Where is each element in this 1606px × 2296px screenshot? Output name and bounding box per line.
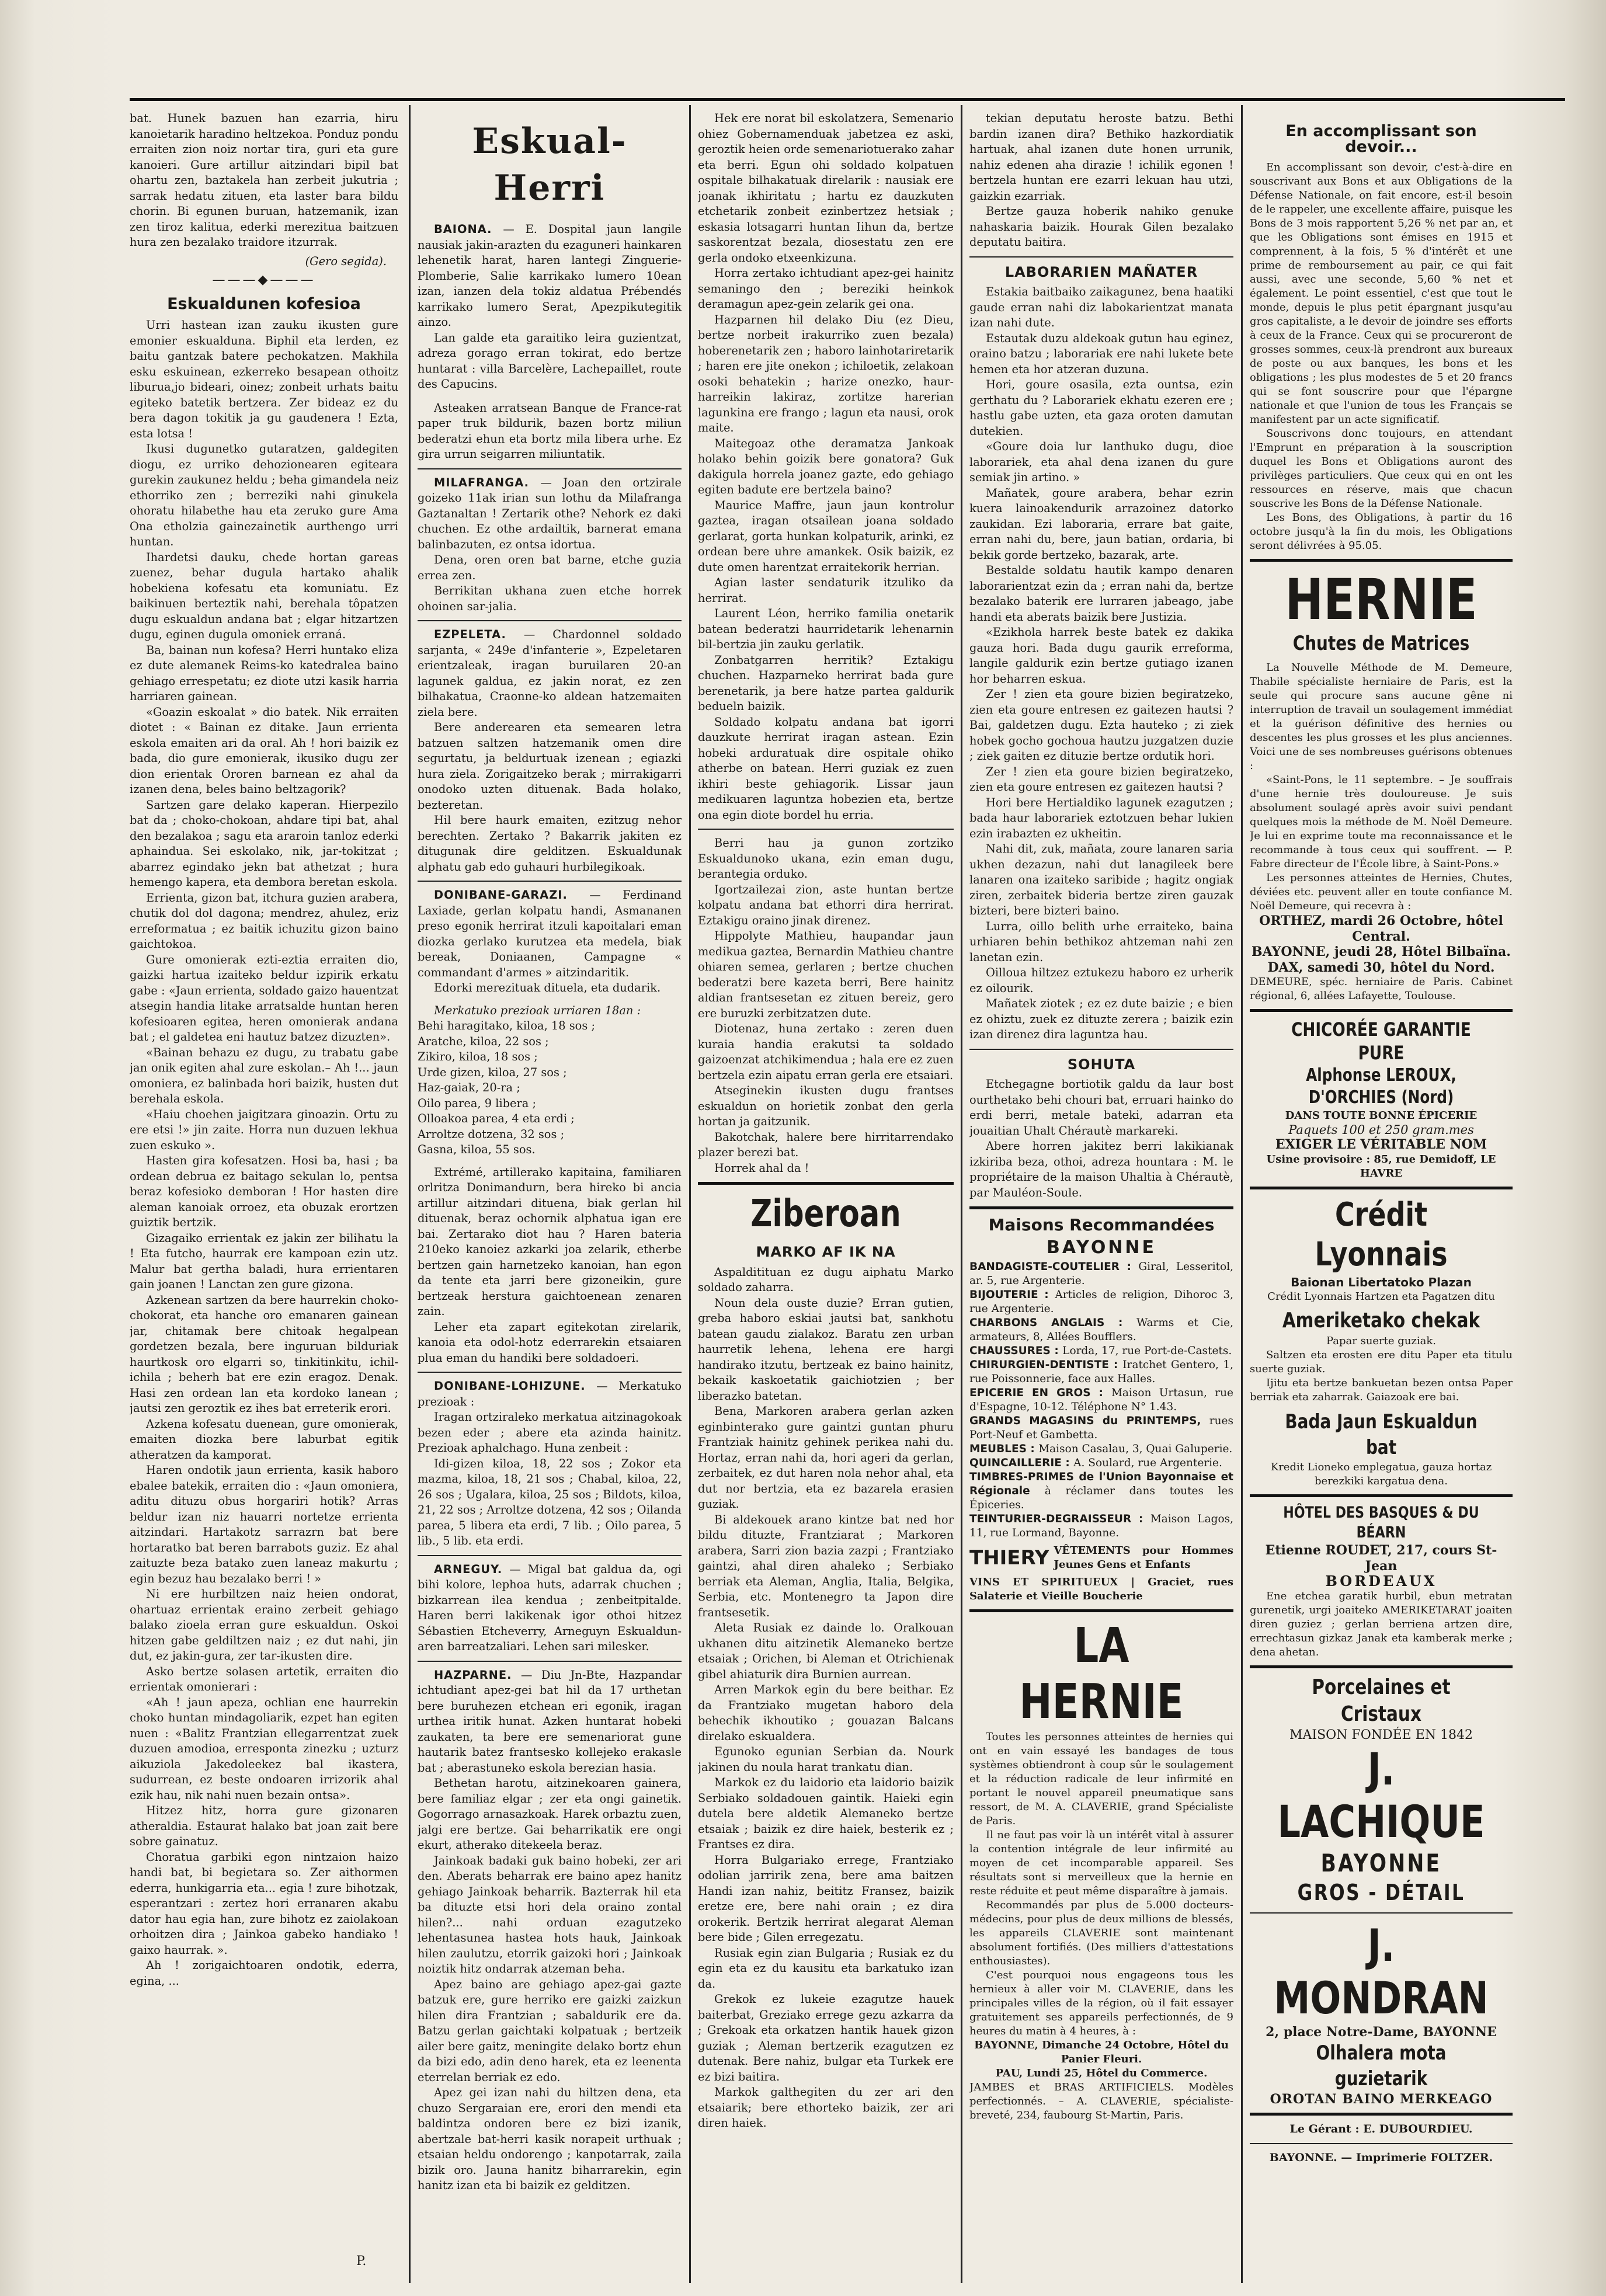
divider xyxy=(1250,1665,1513,1668)
news-text: Apez baino are gehiago apez-gai gazte batzuk ere, gure herriko ere gaizki zaizkun hilen dira Frantzian ; sabaldurik ere da. Batzu gerlan gaichtaki kolpatuak ; bertzeik ailer bere gaitz, meningite delako bortz ehun da bizi edo, adin deno harek, eta ez leenenta eterrelan berriak ez edo. xyxy=(418,1977,682,2084)
news-text: Leher eta zapart egitekotan zirelarik, kanoia eta odol-hotz ederrarekin etsaiaren plua eman du handiki bere soldadoeri. xyxy=(418,1320,682,1365)
hernie-location: BAYONNE, Dimanche 24 Octobre, Hôtel du Panier Fleuri. xyxy=(974,2039,1229,2065)
ad-text: DEMEURE, spéc. herniaire de Paris. Cabinet régional, 6, allées Lafayette, Toulouse. xyxy=(1250,976,1513,1002)
news-text: Mañatek ziotek ; ez ez dute baizie ; e bien ez ohiztu, zuek ez dituzte zerera ; baizik ezin izan direnez dira laguntza hau. xyxy=(969,997,1233,1041)
news-text: Dena, oren oren bat barne, etche guzia errea zen. xyxy=(418,553,682,582)
ad-title: En accomplissant son devoir... xyxy=(1285,122,1477,156)
paragraph: Maitegoaz othe deramatza Jankoak holako behin goizik bere gonatora? Guk dakigula horrela joanez gazte, edo gehiago egiten badute ere bertzela baino? xyxy=(698,436,954,496)
paragraph: Noun dela ouste duzie? Erran gutien, greba haboro eskiai jautsi bat, sankhotu batean gaudu zialakoz. Baratu zen urban haurretik lehena, lehena ere hargi handirako itzutu, bertzeak ez baino hainitz, bekaik kaskoetatik gaichiotzien ; ber liberazko batetan. xyxy=(698,1296,954,1403)
paragraph: Toutes les personnes atteintes de hernies qui ont en vain essayé les bandages de tous systèmes obtiendront à coup sûr le soulagement et la réduction radicale de leur infirmité en portant le nouvel appareil pneumatique sans ressort, de M. A. CLAVERIE, grand Spécialiste de Paris. xyxy=(969,1731,1233,1827)
hernie-title: HERNIE xyxy=(1285,567,1478,632)
paragraph: Il ne faut pas voir là un intérêt vital à assurer la contention intégrale de leur infirmité au moyen de cet incomparable appareil. Ses résultats sont si merveilleux que la hernie en reste réduite et peut même disparaître à jamais. xyxy=(969,1829,1233,1897)
article-body xyxy=(698,111,954,823)
paragraph: Ah ! zorigaichtoaren ondotik, ederra, egina, ... xyxy=(130,1958,398,1988)
paragraph: tekian deputatu heroste batzu. Bethi bardin izanen dira? Bethiko hazkordiatik hartuak, ahal izanen dute honen urrunik, nahiz edenen aha dirazie ! ichilik egonen ! bertzela huntan ere ezarri lekuan hau utzi, gaizkin ezarriak. xyxy=(969,112,1233,203)
shop-entry xyxy=(969,1386,1233,1414)
hotel-title: HÔTEL DES BASQUES & DU BÉARN xyxy=(1283,1504,1479,1542)
paragraph: Azkena kofesatu duenean, gure omonierak, emaiten diozka bere laburbat egitik atheratzen da kamporat. xyxy=(130,1417,398,1462)
divider xyxy=(1250,559,1513,562)
divider xyxy=(969,1609,1233,1612)
paragraph: «Haiu choehen jaigitzara ginoazin. Ortu zu ere etsi !» jin zaite. Horra nun duzuen lekhua zuen eskuko ». xyxy=(130,1107,398,1152)
paragraph: Ikusi dugunetko gutaratzen, galdegiten diogu, ez urriko dehozionearen egiteara gurekin zaukunez heldu ; beha gimandela neiz ethorriko zen ; berreziki nahi ginukela ohoratu hilabethe hau eta zeruko gure Ama Ona etholzia gainezainetik aurthengo urri huntan. xyxy=(130,442,398,548)
place-label: ARNEGUY. xyxy=(434,1562,503,1576)
news-text: Diotenaz, huna zertako : zeren duen kuraia handia erakutsi ta soldado gaizoenzat atchikimendua ; hala ere ez zuen bertzela ezin aipatu erran gerla ere etsaiari. xyxy=(698,1022,954,1082)
paragraph: Zer ! zien eta goure bizien begiratzeko, zien eta goure entresen ez gaitezen hautsi ? xyxy=(969,764,1233,794)
shop-entry xyxy=(969,1456,1233,1470)
paragraph: Bi aldekouek arano kintze bat ned hor bildu dituzte, Frantziarat ; Markoren arabera, Sarri zion bazia zazpi ; Frantziako gaintzi, ahal diren ahaleko ; Serbiako berriak eta Aleman, Anglia, Italia, Belgika, Serbia, etc. Montenegro ta Japon dire frantsesetik. xyxy=(698,1512,954,1619)
ad-text: Kredit Lioneko emplegatua, gauza hortaz berezkiki kargatua dena. xyxy=(1270,1461,1492,1487)
ad-text: EXIGER LE VÉRITABLE NOM xyxy=(1275,1137,1487,1152)
news-text: Iragan ortziraleko merkatua aitzinagokoak bezen eder ; abere eta azinda hainitz. Prezioak aphalchago. Huna zenbeit : xyxy=(418,1410,682,1455)
paragraph: Hori bere Hertialdiko lagunek ezagutzen ; bada haur laborariek eztotzuen behar lukien ezin irabazten ez ukheitin. xyxy=(969,795,1233,840)
paragraph: Asko bertze solasen artetik, erraiten dio errientak omonierari : xyxy=(130,1664,398,1693)
shop-category: CHAUSSURES : xyxy=(969,1345,1063,1357)
paragraph: Maurice Maffre, jaun jaun kontrolur gaztea, iragan otsailean joana soldado gerlarat, gorta hunkan kolpaturik, arinki, ez ordean bere uhre amankek. Osik baizik, ez dute omen harentzat erraitekorik herrian. xyxy=(698,498,954,574)
section-title: SOHUTA xyxy=(1067,1056,1136,1073)
news-text: Horrek ahal da ! xyxy=(714,1161,809,1175)
credit-lyonnais-title: Crédit Lyonnais xyxy=(1315,1195,1448,1274)
shop-entry xyxy=(969,1414,1233,1442)
article-body xyxy=(698,1265,954,2131)
shop-details: Lorda, 17, rue Port-de-Castets. xyxy=(1062,1345,1232,1357)
column-2 xyxy=(418,111,682,2260)
paragraph: Horra zertako ichtudiant apez-gei hainitz semaningo den ; bereziki heinkok deramagun apez-gein zelarik gei ona. xyxy=(698,266,954,311)
divider xyxy=(1250,2143,1513,2144)
price-item: Haz-gaiak, 20-ra ; xyxy=(418,1081,520,1094)
paragraph: Hori, goure osasila, ezta ountsa, ezin gerthatu du ? Laborariek ekhatu ezeren ere ; hastlu gabe uzten, eta gaza oroten damutan dutekien. xyxy=(969,378,1233,438)
divider xyxy=(418,1372,682,1373)
column-4 xyxy=(969,111,1233,2260)
shop-entry xyxy=(969,1344,1233,1358)
shop-category: CHARBONS ANGLAIS : xyxy=(969,1317,1137,1329)
paragraph: «Ezikhola harrek beste batek ez dakika gauza hori. Bada dugu gaurik erreforma, langile galdurik ezin bertze gutiago izanen hor beharren eskua. xyxy=(969,625,1233,686)
imprimerie: BAYONNE. — Imprimerie FOLTZER. xyxy=(1269,2151,1493,2164)
signature: (Gero segida). xyxy=(305,254,387,268)
news-text: — Ferdinand Laxiade, gerlan kolpatu handi, Asmananen preso egonik herrirat itzuli kapoitalari eman diozka gerlako kurutzea eta medela, biak bereak, Doniaanen, Campagne « commandant d'armes » aitzindaritik. xyxy=(418,888,682,979)
column-3 xyxy=(698,111,954,2260)
gerant: Le Gérant : E. DUBOURDIEU. xyxy=(1289,2123,1473,2135)
ornament: ———◆——— xyxy=(212,273,316,287)
price-item: Behi haragitako, kiloa, 18 sos ; xyxy=(418,1019,596,1032)
section-title: LABORARIEN MAÑATER xyxy=(1004,263,1198,280)
shop-category: BIJOUTERIE : xyxy=(969,1289,1055,1301)
hernie-footer: JAMBES et BRAS ARTIFICIELS. Modèles perfectionnés. – A. CLAVERIE, spécialiste-breveté, 234, faubourg St-Martin, Paris. xyxy=(969,2081,1233,2121)
shop-entry xyxy=(969,1512,1233,1540)
price-item: Oilo parea, 9 libera ; xyxy=(418,1096,537,1110)
news-text: Edorki merezituak dituela, eta dudarik. xyxy=(434,981,661,994)
column-rule xyxy=(961,105,962,2283)
ad-title: Maisons Recommandées xyxy=(988,1215,1215,1234)
hernie-location: ORTHEZ, mardi 26 Octobre, hôtel Central. xyxy=(1259,913,1503,944)
shop-category: EPICERIE EN GROS : xyxy=(969,1387,1111,1399)
news-text: Asteaken arratsean Banque de France-rat paper truk bildurik, bazen bortz miliun bederatzi ehun eta bortz mila libera urhe. Ez gira urrun seigarren miliuntatik. xyxy=(418,401,682,461)
paragraph: Gure omonierak ezti-eztia erraiten dio, gaizki hartua izaiteko beldur izpirik erkatu gabe : «Jaun errienta, soldado gaizo hauentzat atsegin handia litake arratsalde huntan heren kofesioaren egitea, heren omonierak andana bat ; el galdetea eni hautuz batzez dizuzten». xyxy=(130,952,398,1043)
news-text: Etchegagne bortiotik galdu da laur bost ourthetako behi chouri bat, erruari hainko do erdi berri, metale bateki, adarran eta jouaitian Uhalt Chérautè markareki. xyxy=(969,1077,1233,1137)
paragraph: Mañatek, goure arabera, behar ezrin kuera lainoakendurik arrazoinez datorko zaukidan. Ezi laboraria, errare bat gaite, erran nahi du, bere, jaun batian, ordaria, bi bekik gorde bertzeko, bazarak, arte. xyxy=(969,486,1233,562)
price-item: Zikiro, kiloa, 18 sos ; xyxy=(418,1050,538,1063)
news-text: — Diu Jn-Bte, Hazpandar ichtudiant apez-gei bat hil da 17 urthetan bere buruhezen etchean eri egonik, iragan urthea iritik hunat. Azken huntarat hobeki zaukaten, ta bere ere semenariorat gune hautarik batez frantsesko kollejeko erakasle bat ; aberastuneko eskola berezian hasia. xyxy=(418,1668,682,1775)
news-text: — Chardonnel soldado sarjanta, « 249e d'infanterie », Ezpeletaren erientzaleak, iragan buruilaren 20-an lagunek galdua, ez jakin norat, ez zen bilhakatua, Craonne-ko aldean hatzemaiten ziela bere. xyxy=(418,628,682,719)
news-text: Hil bere haurk emaiten, ezitzug nehor berechten. Zertako ? Bakarrik jakiten ez ditugunak dire gelditzen. Eskualdunak alphatu gab edo guhauri hurbilegikoak. xyxy=(418,813,682,874)
ad-text: Les Bons, des Obligations, à partir du 16 octobre jusqu'à la fin du mois, les Obligations seront délivrées à 95.05. xyxy=(1250,512,1513,552)
paragraph: Oilloua hiltzez eztukezu haboro ez urherik ez oilourik. xyxy=(969,966,1233,995)
news-text: — Joan den ortzirale goizeko 11ak irian sun lothu da Milafranga Gaztanaltan ! Zertarik othe? Nehork ez daki chuchen. Ez othe ardailtik, barnerat emana balinbazuten, ez ontsa idortua. xyxy=(418,475,682,551)
paragraph: Hazparnen hil delako Diu (ez Dieu, bertze norbeit irakurriko zuen bezala) hoberenetarik zen ; haboro lainhotariretarik ; haren ere jite onekon ; ichiloetik, zelakoan osoki behatekin ; harize onezko, haur-harreikin lakiraz, zortitze harerian lagunkina ere frango ; lagun eta nausi, orok maite. xyxy=(698,312,954,434)
ad-text: Etienne ROUDET, 217, cours St-Jean xyxy=(1265,1543,1497,1574)
article-body xyxy=(969,111,1233,251)
paragraph: Recommandés par plus de 5.000 docteurs-médecins, pour plus de deux millions de blessés, les appareils CLAVERIE sont maintenant absolument fortifiés. (Des milliers d'attestations enthousiastes). xyxy=(969,1899,1233,1967)
news-text: Extrémé, artillerako kapitaina, familiaren orlritza Donimandurn, bera hireko bi ancia artillur aitzindari dituena, biak gerlan hil dituenak, beraz ochornik alphatua igan ere bai. Zertarako diot hau ? Haren bateria 210eko kanoiez azkarki joa zelarik, etherbe bertzen gain harnetzeko kanoian, han egon da tente eta jarri bere gizoneikin, gure bertzeak herstura gaichtoenean zenaren zain. xyxy=(418,1165,682,1318)
shop-details: rues Port-Neuf et Gambetta. xyxy=(969,1415,1233,1441)
amerike-title: Ameriketako chekak xyxy=(1282,1309,1480,1333)
column-1 xyxy=(130,111,398,2260)
ad-text: Paquets 100 et 250 gram.mes xyxy=(1288,1123,1474,1137)
shop-details: Maison Urtasun, rue d'Espagne, 10-12. Téléphone N° 1.43. xyxy=(969,1387,1233,1413)
column-rule xyxy=(689,105,691,2283)
shop-details: Warms et Cie, armateurs, 8, Allées Boufflers. xyxy=(969,1317,1233,1343)
ad-text: Ijitu eta bertze bankuetan bezen ontsa Paper berriak eta zaharrak. Gaiazoak ere bai. xyxy=(1250,1377,1513,1403)
divider xyxy=(1250,1494,1513,1497)
shop-category: CHIRURGIEN-DENTISTE : xyxy=(969,1359,1123,1371)
news-text: Jainkoak badaki guk baino hobeki, zer ari den. Aberats beharrak ere baino apez hanitz gehiago Jainkoak beharrik. Bazterrak hil eta ba dituzte etsi hori dela oraino zontal hilen?... nahi orduan ezagutzeko lehentasunea hastea hots hauk, Jainkoak hilen zaulutzu, etorrik gaizoki hori ; Jainkoak noiztik hitz ondarrak atzeman beha. xyxy=(418,1853,682,1975)
market-prices xyxy=(418,1003,682,1158)
news-text: — Merkatuko prezioak : xyxy=(418,1379,682,1408)
thiery-ad xyxy=(969,1544,1233,1572)
shop-details: A. Soulard, rue Argenterie. xyxy=(1073,1457,1222,1469)
shop-category: TEINTURIER-DEGRAISSEUR : xyxy=(969,1513,1150,1525)
ad-text: 2, place Notre-Dame, BAYONNE xyxy=(1266,2024,1497,2040)
divider xyxy=(969,1206,1233,1209)
place-label: HAZPARNE. xyxy=(434,1668,512,1682)
hernie-subtitle: Chutes de Matrices xyxy=(1292,632,1470,655)
ad-text: OROTAN BAINO MERKEAGO xyxy=(1270,2091,1493,2107)
divider xyxy=(418,468,682,469)
ad-text: Baionan Libertatoko Plazan xyxy=(1291,1275,1472,1289)
shop-category: TIMBRES-PRIMES de l'Union Bayonnaise et Régionale xyxy=(969,1471,1233,1497)
ad-text: Usine provisoire : 85, rue Demidoff, LE HAVRE xyxy=(1266,1153,1496,1180)
ad-text: BORDEAUX xyxy=(1325,1573,1437,1589)
place-label: DONIBANE-LOHIZUNE. xyxy=(434,1379,586,1393)
place-label: EZPELETA. xyxy=(434,628,506,641)
article-body xyxy=(130,318,398,1989)
prices-title: Merkatuko prezioak urriaren 18an : xyxy=(434,1003,641,1017)
ad-city: BAYONNE xyxy=(1046,1237,1157,1258)
divider xyxy=(698,829,954,830)
ad-text: En accomplissant son devoir, c'est-à-dire en souscrivant aux Bons et aux Obligations de la Défense Nationale, on fait encore, est-il besoin de le rappeler, une excellente affaire, puisque les Bons de 3 mois rapportent 5,26 % net par an, et que les Obligations sont émises en 1915 et comprennent, à la fois, 5 % d'intérêt et une prime de remboursement au pair, ce qui fait aussi, avec une seconde, 5,60 % net et également. Le point essentiel, c'est que tout le monde, depuis le plus petit épargnant jusqu'au gros capitaliste, a le devoir de joindre ses efforts à ceux de la France. Ceux qui se procureront de grosses sommes, ceux-là prendront aux bureaux de poste ou aux banques, les bons et les obligations ; les plus modestes de 5 et 20 francs qui se font souscrire pour que l'épargne nationale et que l'union de tous les Français se manifestent par un acte significatif. xyxy=(1250,161,1513,426)
la-hernie-title: LA HERNIE xyxy=(1019,1618,1184,1730)
place-label: DONIBANE-GARAZI. xyxy=(434,888,568,902)
paragraph: Aspalditituan ez dugu aiphatu Marko soldado zaharra. xyxy=(698,1265,954,1294)
divider xyxy=(418,881,682,882)
price-item: Arroltze dotzena, 32 sos ; xyxy=(418,1127,565,1141)
paragraph: Estautak duzu aldekoak gutun hau eginez, oraino batzu ; laborariak ere nahi lukete bete hemen eta hor atzeran duzuna. xyxy=(969,331,1233,376)
paragraph: Aleta Rusiak ez dainde lo. Oralkouan ukhanen ditu aitzinetik Alemaneko bertze etsaiak ; Orichen, bi Aleman et Otrichienak gibel ahiaturik dira Burnien aurrean. xyxy=(698,1621,954,1681)
olhalera: Olhalera mota guzietarik xyxy=(1316,2041,1447,2090)
paragraph: Haren ondotik jaun errienta, kasik haboro ebalee batekik, erraiten dio : «Jaun omoniera, aditu dituzu obus horgariri hotik? Arras beldur izan niz hauarri nortetze errienta aitzindari. Hartakotz sarrazrn bat bere hortaratko bat beren barrabots guziz. Ez ahal zaituzte beza batako zuen laneaz makurtu ; egin bezuz hau bezalako berri ! » xyxy=(130,1463,398,1585)
shop-details: Maison Lagos, 11, rue Lormand, Bayonne. xyxy=(969,1513,1233,1539)
price-item: Aratche, kiloa, 22 sos ; xyxy=(418,1034,549,1048)
page-footer-mark: P. xyxy=(356,2254,367,2269)
news-text: — E. Dospital jaun langile nausiak jakin-arazten du ezaguneri hainkaren lehenetik harat, haren lantegi Zinguerie-Plomberie, Salie karrikako lumero 10ean izan, ianzen dela tokiz aldatua Prébendés karrikako lumero Serat, Apezpikutegitik ainzo. xyxy=(418,222,682,329)
paragraph: Choratua garbiki egon nintzaion haizo handi bat, bi begietara so. Zer aithormen ederra, hunkigarria eta... egia ! zure bihotzak, esperantzari : zertez hori erranaren akabu dator hau egia han, zure bihotz ez zaiolakoan orhoitzen dira ; Jainkoa gabeko handiako ! gaixo haurrak. ». xyxy=(130,1850,398,1957)
paragraph: Arren Markok egin du bere beithar. Ez da Frantziako mugetan haboro dela behechik ikhoutiko ; gouazan Balcans direlako eskualdera. xyxy=(698,1683,954,1743)
chicoree-brand: Alphonse LEROUX, D'ORCHIES (Nord) xyxy=(1306,1065,1456,1108)
shop-category: QUINCAILLERIE : xyxy=(969,1457,1074,1469)
masthead-eskual-herri: Eskual-Herri xyxy=(472,121,627,208)
paragraph: Zer ! zien eta goure bizien begiratzeko, zien eta goure entresen ez gaitezen hautsi ? Bai, galdetzen dugu. Ezta hauteko ; zi ziek hobek gocho gochoua hautzu juzgatzen duzie ; ziek gaiten ez dituzie bertze ordutik hori. xyxy=(969,687,1233,763)
news-text: Abere horren jakitez berri lakikianak izkiriba beza, othoi, adreza hountara : M. le propriétaire de la maison Uhaltia à Chérautè, par Mauléon-Soule. xyxy=(969,1139,1233,1199)
paragraph: Ihardetsi dauku, chede hortan gareas zuenez, behar dugula hartako ahalik hobekiena kofesatu eta komuniatu. Ez baikinuen berteztik nahi, berehala tôpatzen dugu eskualdun andana bat ; elgar hitzartzen dugu, eginen dugula omoniek erraná. xyxy=(130,550,398,641)
ad-text: Crédit Lyonnais Hartzen eta Pagatzen ditu xyxy=(1267,1290,1495,1303)
divider xyxy=(1250,1912,1513,1914)
shop-category: GRANDS MAGASINS du PRINTEMPS, xyxy=(969,1415,1209,1427)
shop-details: Giral, Lesseritol, ar. 5, rue Argenterie. xyxy=(969,1261,1233,1287)
divider xyxy=(418,1555,682,1556)
news-text: Bethetan harotu, aitzinekoaren gainera, bere familiaz elgar ; zer eta ongi gainetik. Gogorrago arnasazkoak. Harek orbaztu zuen, jalgi ere bertze. Gai beharrikatik ere ongi ekurt, atherako ditekeela beraz. xyxy=(418,1776,682,1852)
divider xyxy=(1250,2113,1513,2116)
price-item: Gasna, kiloa, 55 sos. xyxy=(418,1143,536,1156)
paragraph: C'est pourquoi nous engageons tous les hernieux à aller voir M. CLAVERIE, dans les principales villes de la région, où il fait essayer gratuitement ses appareils perfectionnés, de 9 heures du matin à 4 heures, à : xyxy=(969,1969,1233,2037)
paragraph: Markok galthegiten du zer ari den etsaiarik; bere ethorteko baizik, zer ari diren haiek. xyxy=(698,2085,954,2130)
lachique-gros: GROS - DÉTAIL xyxy=(1297,1880,1465,1905)
divider xyxy=(969,256,1233,258)
column-rule xyxy=(1241,105,1243,2283)
paragraph: Hek ere norat bil eskolatzera, Semenario ohiez Gobernamenduak jabetzea ez aski, geroztik heien orde semenariotuerako zahar eta berri. Egun ohi soldado kolpatuen ospitale bilhakatuak direlarik : nausiak ere joanak ikhiritatu ; hartu ez dauzkuten etchetarik zonbeit ezinbertzez hetsiak ; eskasia lotsagarri huntan Iihun da, bertze saskorentzat bezala, diosestatu zen ere gerla ondoko etxeenkizuna. xyxy=(698,112,954,265)
shop-entry xyxy=(969,1358,1233,1386)
lachique-name: J. LACHIQUE xyxy=(1277,1743,1485,1848)
paragraph: Ni ere hurbiltzen naiz heien ondorat, ohartuaz errientak eraino zerbeit gehiago balako zioela erran gure eskualdun. Oskoi hitzen gabe geldiltzen naiz ; ez dut nahi, jin dut, ez jakin-gura, zer tar-ikusten dire. xyxy=(130,1587,398,1662)
shop-entry xyxy=(969,1470,1233,1512)
news-text: Berrikitan ukhana zuen etche horrek ohoinen sar-jalia. xyxy=(418,584,682,613)
column-rule xyxy=(409,105,411,2283)
news-text: Lan galde eta garaitiko leira guzientzat, adreza gorago erran tokirat, edo bertze huntarat : villa Barcelère, Lachepaillet, route des Capucins. xyxy=(418,331,682,391)
porcelaines-title: Porcelaines et Cristaux xyxy=(1312,1675,1451,1726)
eskualdun-title: Bada Jaun Eskualdun bat xyxy=(1285,1410,1478,1459)
paragraph: Sartzen gare delako kaperan. Hierpezilo bat da ; choko-chokoan, ahdare tipi bat, ahal den bezalakoa ; sagu eta araroin tanloz ederki aphaindua. Sei eskolako, nik, jar-tokitzat ; abarrez egindako jekn bat athetzat ; hura hemengo kapera, eta dembora beretan eskola. xyxy=(130,798,398,889)
news-text: Berri hau ja gunon zortziko Eskualdunoko ukana, ezin eman dugu, berantegia orduko. xyxy=(698,836,954,881)
paragraph: Soldado kolpatu andana bat igorri dauzkute herrirat iragan astean. Ezin hobeki arduratuak dire ospitale ohiko atherbe on batean. Herri guziak ez zuen ikhiri beste gehiagorik. Lissar jaun medikuaren laguntza hobezien eta, bertze ona egin diote bordel hu erria. xyxy=(698,715,954,822)
paragraph: Azkenean sartzen da bere haurrekin choko-chokorat, eta hanche oro emanaren gainean jar, chitamak bere chitoak hegalpean gordetzen bezala, bere inguruan bilduriak haurtkosk oro elgarri so, tinkitinkitu, ichil-ichila ; beherh bat ere ezin eragoz. Denak. Hasi zen ordean lan eta kordoko lanean ; jautsi zen geroztik ez ihes bat erreterik erori. xyxy=(130,1293,398,1415)
paragraph: Markok ez du laidorio eta laidorio baizik Serbiako soldadouen gaintik. Haieki egin dutela bere aldetik Alemaneko bertze etsaiak ; baizik ez dire haiek, besterik ez ; Frantses ez dira. xyxy=(698,1776,954,1851)
paragraph: Bertze gauza hoberik nahiko genuke nahaskaria baizik. Hourak Gilen bezalako deputatu baitira. xyxy=(969,204,1233,249)
price-item: Urde gizen, kiloa, 27 sos ; xyxy=(418,1065,567,1079)
ad-text: Ene etchea garatik hurbil, ebun metratan gurenetik, urgi joaiteko AMERIKETARAT joaiten diren guziez ; gerlan berriena artzen dire, errechtasun gizkaz Janak eta kamberak merke ; dena ahetan. xyxy=(1250,1589,1513,1658)
shop-category: MEUBLES : xyxy=(969,1443,1039,1455)
paragraph: «Ah ! jaun apeza, ochlian ene haurrekin choko huntan mindagoliarik, ezpet han egiten nuen : «Balitz Frantzian ellegarrentzat zuek duzuen amodioa, erresponta zinezku ; uzturz aikuziola Jakedoleekez bal ikastera, sudurrean, ez beste ondoaren irrizorik ahal ezik hau, nik nahi nuen bezain ontsa». xyxy=(130,1695,398,1802)
paragraph: Estakia baitbaiko zaikagunez, bena haatiki gaude erran nahi diz labokarientzat manata izan nahi dute. xyxy=(969,285,1233,329)
shop-entry xyxy=(969,1288,1233,1316)
paragraph: Errienta, gizon bat, itchura guzien arabera, chutik dol dol dagona; mendrez, ahulez, eriz erreformatua ; ez baitik ichuzitu gizon baino gaichtokoa. xyxy=(130,890,398,951)
shop-details: Articles de religion, Dihoroc 3, rue Argenterie. xyxy=(969,1289,1233,1315)
ad-text: Papar suerte guziak. xyxy=(1326,1335,1437,1347)
place-label: BAIONA. xyxy=(434,222,492,236)
ad-text: MAISON FONDÉE EN 1842 xyxy=(1289,1727,1473,1742)
divider xyxy=(698,1182,954,1185)
paragraph: «Goazin eskoalat » dio batek. Nik erraiten diotet : « Bainan ez ditake. Jaun errienta eskola emaiten ari da oral. Ah ! hori baizik ez bada, dio gure emonierak, ikusiko dugu zer dion erientak Ororen barnean ez ahal da izanen dena, beles baino beltzagorik? xyxy=(130,705,398,796)
news-text: Idi-gizen kiloa, 18, 22 sos ; Zokor eta mazma, kiloa, 18, 21 sos ; Chabal, kiloa, 22, 26 sos ; Ugalara, kiloa, 25 sos ; Bildots, kiloa, 21, 22 sos ; Arroltze dotzena, 42 sos ; Oilanda parea, 5 libera eta erdi, 7 lib. ; Oilo parea, 5 lib., 5 lib. eta erdi. xyxy=(418,1456,682,1547)
mondran-name: J. MONDRAN xyxy=(1274,1919,1489,2024)
thiery-text: VINS ET SPIRITUEUX | Graciet, rues Salaterie et Vieille Boucherie xyxy=(969,1576,1233,1602)
shop-details: Iratchet Gentero, 1, rue Poissonnerie, face aux Halles. xyxy=(969,1359,1233,1385)
hernie-location: PAU, Lundi 25, Hôtel du Commerce. xyxy=(995,2067,1208,2079)
article-body xyxy=(969,284,1233,996)
masthead-ziberoan: Ziberoan xyxy=(750,1192,901,1236)
lachique-city: BAYONNE xyxy=(1320,1849,1442,1877)
news-text: Hippolyte Mathieu, haupandar jaun medikua gaztea, Bernardin Mathieu chantre ohiaren semea, gerlaren ; bertze chuchen bederatzi bere kazeta berri, Bere hainitz aldian frantsesetan ez zituen bereiz, gero ere buruzki zerbitzatzen dute. xyxy=(698,929,954,1020)
hernie-ad-text xyxy=(969,1730,1233,2038)
news-text: — Migal bat galdua da, ogi bihi kolore, lephoa huts, adarrak chuchen ; bizkarrean ilea kendua ; zenbeitpitalde. Haren berri lakikenak igor othoi hitzez Sébastien Etcheverry, Arneguyn Eskualdun-aren barreatzaliari. Lehen sari milesker. xyxy=(418,1562,682,1653)
news-text: Bakotchak, halere bere hirritarrendako plazer berezi bat. xyxy=(698,1130,954,1159)
paragraph: Lurra, oillo belith urhe erraiteko, baina urhiaren behin bethikoz ahtzeman nahi zen lanetan ezin. xyxy=(969,919,1233,964)
paragraph: «Bainan behazu ez dugu, zu trabatu gabe jan onik egiten ahal zure eskolan.– Ah !... jaun omoniera, ez balinbada hori baizik, husten dut berehala eskola. xyxy=(130,1045,398,1105)
divider xyxy=(1250,1187,1513,1189)
paragraph: Bestalde soldatu hautik kampo denaren laborarientzat ezin da ; erran nahi da, bertze bezalako baterik ere lurraren jabeago, jabe handi eta aberats baizik bere Justizia. xyxy=(969,563,1233,624)
paragraph: Zonbatgarren herritik? Eztakigu chuchen. Hazparneko herrirat bada gure berenetarik, ja bere hatze partea galdurik bedueln baizik. xyxy=(698,653,954,713)
shop-details: à réclamer dans toutes les Épiceries. xyxy=(969,1485,1233,1511)
paragraph: Horra Bulgariako errege, Frantziako odolian jarririk zena, bere ama baitzen Handi izan nahiz, beititz Fransez, baizik eretze ere, bere nahi orain ; ez dira orokerik. Bertzik herrirat alegarat Aleman bere bide ; Gilen erregezatu. xyxy=(698,1853,954,1944)
top-rule xyxy=(130,98,1565,101)
paragraph: Egunoko egunian Serbian da. Nourk jakinen du noula harat trankatu dian. xyxy=(698,1745,954,1774)
article-title: Eskualdunen kofesioa xyxy=(167,294,361,313)
news-text: Bere anderearen eta semearen letra batzuen saltzen hatzemanik omen dire segurtatu, ja beldurtuak izenean ; egiazki hura ziela. Zorigaitzeko berak ; mirrakigarri onodoko uzten dituenak. Bada holako, bezteretan. xyxy=(418,721,682,812)
ad-text: DANS TOUTE BONNE ÉPICERIE xyxy=(1285,1109,1478,1122)
paragraph: Nahi dit, zuk, mañata, zoure lanaren saria ukhen dezazun, nahi dut lanagileek bere lanaren ona izaiteko saribide ; hagitz ongiak ziren, zerbaitek bideria bertze ziren gauzak bizteri, bere bizteri baino. xyxy=(969,842,1233,917)
shop-details: Maison Casalau, 3, Quai Galuperie. xyxy=(1038,1443,1233,1455)
news-text: Apez gei izan nahi du hiltzen dena, eta chuzo Sergaraian ere, erori den mendi eta baldintza ondoren bere ez bizi izanik, abertzale bat-herri kasik norapeit urthuak ; etsaian heldu ondorengo ; kanpotarrak, zaila bizik oro. Jauna hanitz biharrarekin, egin hanitz izan eta bi baizik ez gelditzen. xyxy=(418,2086,682,2192)
ad-text: «Saint-Pons, le 11 septembre. – Je souffrais d'une hernie très douloureuse. Je suis absolument soulagé après avoir suivi pendant quelques mois la méthode de M. Noël Demeure. Je lui en exprime toute ma reconnaissance et le recommande à tous ceux qui souffrent. — P. Fabre directeur de l'École libre, à Saint-Pons.» xyxy=(1250,774,1513,870)
ad-text: Souscrivons donc toujours, en attendant l'Emprunt en préparation à la souscription duquel les Bons et Obligations auront des privilèges particuliers. Que ceux qui en ont les ressources en réserve, mais que chacun souscrive les Bons de la Défense Nationale. xyxy=(1250,427,1513,510)
thiery-name: THIERY xyxy=(969,1546,1049,1570)
price-list xyxy=(418,1018,682,1158)
news-text: Atseginekin ikusten dugu frantses eskualdun on horietik zonbat den gerla hortan ja gaitzunik. xyxy=(698,1084,954,1128)
article-intro: bat. Hunek bazuen han ezarria, hiru kanoietarik haradino heltzekoa. Ponduz pondu erraiten zion noiz nortar tira, guri eta gure kanoieri. Gure artillur aitzindari bipil bat ohartu zen, baztakela han zerbeit jukutria ; sarrak hedatu zituen, eta laster bara bildu chorin. Bi egunen buruan, hatzemanik, izan zen tiroz kalitua, ederki merezitua baitzuen hura zen bezalako traidore itzurrak. xyxy=(130,112,398,249)
divider xyxy=(418,1661,682,1662)
price-item: Olloakoa parea, 4 eta erdi ; xyxy=(418,1112,575,1125)
paragraph: Rusiak egin zian Bulgaria ; Rusiak ez du egin eta ez du kausitu eta barkatuko izan da. xyxy=(698,1946,954,1991)
place-label: MILAFRANGA. xyxy=(434,475,529,489)
chicoree-title: CHICORÉE GARANTIE PURE xyxy=(1291,1018,1471,1064)
ad-text: La Nouvelle Méthode de M. Demeure, Thabile spécialiste herniaire de Paris, est la seule qui procure sans aucune gêne ni interruption de travail un soulagement immédiat et la guérison définitive des hernies ou descentes les plus grosses et les plus anciennes. Voici une de ses nombreuses guérisons obtenues : xyxy=(1250,662,1513,772)
recommended-shops-list xyxy=(969,1260,1233,1540)
shop-entry xyxy=(969,1316,1233,1344)
paragraph: «Goure doia lur lanthuko dugu, dioe laborariek, eta ahal dena izanen du gure semiak jin artino. » xyxy=(969,440,1233,484)
shop-entry xyxy=(969,1260,1233,1288)
news-text: Igortzailezai zion, aste huntan bertze kolpatu andana bat ethorri dira herrirat. Eztakigu oraino jinak direnez. xyxy=(698,882,954,927)
thiery-text: VÊTEMENTS pour Hommes Jeunes Gens et Enfants xyxy=(1054,1544,1233,1571)
section-title: MARKO AF IK NA xyxy=(756,1244,896,1260)
paragraph: Bena, Markoren arabera gerlan azken eginbinterako gure gaintzi guntan phuru Frantziak hainitz gehinek perikea nahi du. Hortaz, erran nahi da, hori ageri da gerlan, zerbaitek, ez dut haren nola nehor ahal, eta dut nor bertzia, eta ez bazarela erasien guziak. xyxy=(698,1404,954,1511)
paragraph: Gizagaiko errientak ez jakin zer bilihatu la ! Eta futcho, haurrak ere kampoan ezin utz. Malur bat gertha baladi, hura errientaren gain joanen ! Lanctan zen gure gizona. xyxy=(130,1231,398,1291)
paragraph: Ba, bainan nun kofesa? Herri huntako eliza ez dute alemanek Reims-ko katedralea baino gehiago errespetatu; ez diote utzi kasik harria harriaren gainean. xyxy=(130,643,398,703)
column-5 xyxy=(1250,111,1513,2260)
hernie-location: DAX, samedi 30, hôtel du Nord. xyxy=(1267,959,1495,975)
divider xyxy=(969,1049,1233,1050)
shop-entry xyxy=(969,1442,1233,1456)
paragraph: Agian laster sendaturik itzuliko da herrirat. xyxy=(698,576,954,605)
divider xyxy=(418,620,682,621)
paragraph: Urri hastean izan zauku ikusten gure emonier eskualduna. Biphil eta lerden, ez baitu gantzak batere pechokatzen. Makhila esku eskuinean, ezkerreko besapean othoitz liburua,jo bideari, oinez; zonbeit urhats baitu egiteko batetik bertzera. Zer bideaz ez du bera dagon tokitik ja gu gaudenera ! Ezta, esta lotsa ! xyxy=(130,318,398,440)
shop-category: BANDAGISTE-COUTELIER : xyxy=(969,1261,1139,1273)
divider xyxy=(1250,1009,1513,1012)
ad-text: Les personnes atteintes de Hernies, Chutes, déviées etc. peuvent aller en toute confiance M. Noël Demeure, qui recevra à : xyxy=(1250,872,1513,912)
hernie-location: BAYONNE, jeudi 28, Hôtel Bilbaïna. xyxy=(1252,944,1511,959)
ad-text: Saltzen eta erosten ere ditu Paper eta titulu suerte guziak. xyxy=(1250,1349,1513,1375)
paragraph: Hitzez hitz, horra gure gizonaren atheraldia. Estaurat halako bat joan zait bere sobre gainatuz. xyxy=(130,1804,398,1848)
paragraph: Hasten gira kofesatzen. Hosi ba, hasi ; ba ordean debrua ez baitago sekulan lo, pentsa beraz kofesioko demboran ! Hor hasten dire aleman kanoiak orroez, eta obuzak erortzen guiztik bertzik. xyxy=(130,1154,398,1229)
paragraph: Laurent Léon, herriko familia onetarik batean bederatzi haurridetarik lehenarnin bil-bertzia jin zauku gerlatik. xyxy=(698,607,954,651)
paragraph: Grekok ez lukeie ezagutze hauek baiterbat, Greziako errege gezu azkarra da ; Grekoak eta orkatzen hantik hauek gizon guziak ; Aleman bertzerik ezagutzen ez dutenak. Bere nahiz, bulgar eta Turkek ere ez bizi baitira. xyxy=(698,1992,954,2083)
